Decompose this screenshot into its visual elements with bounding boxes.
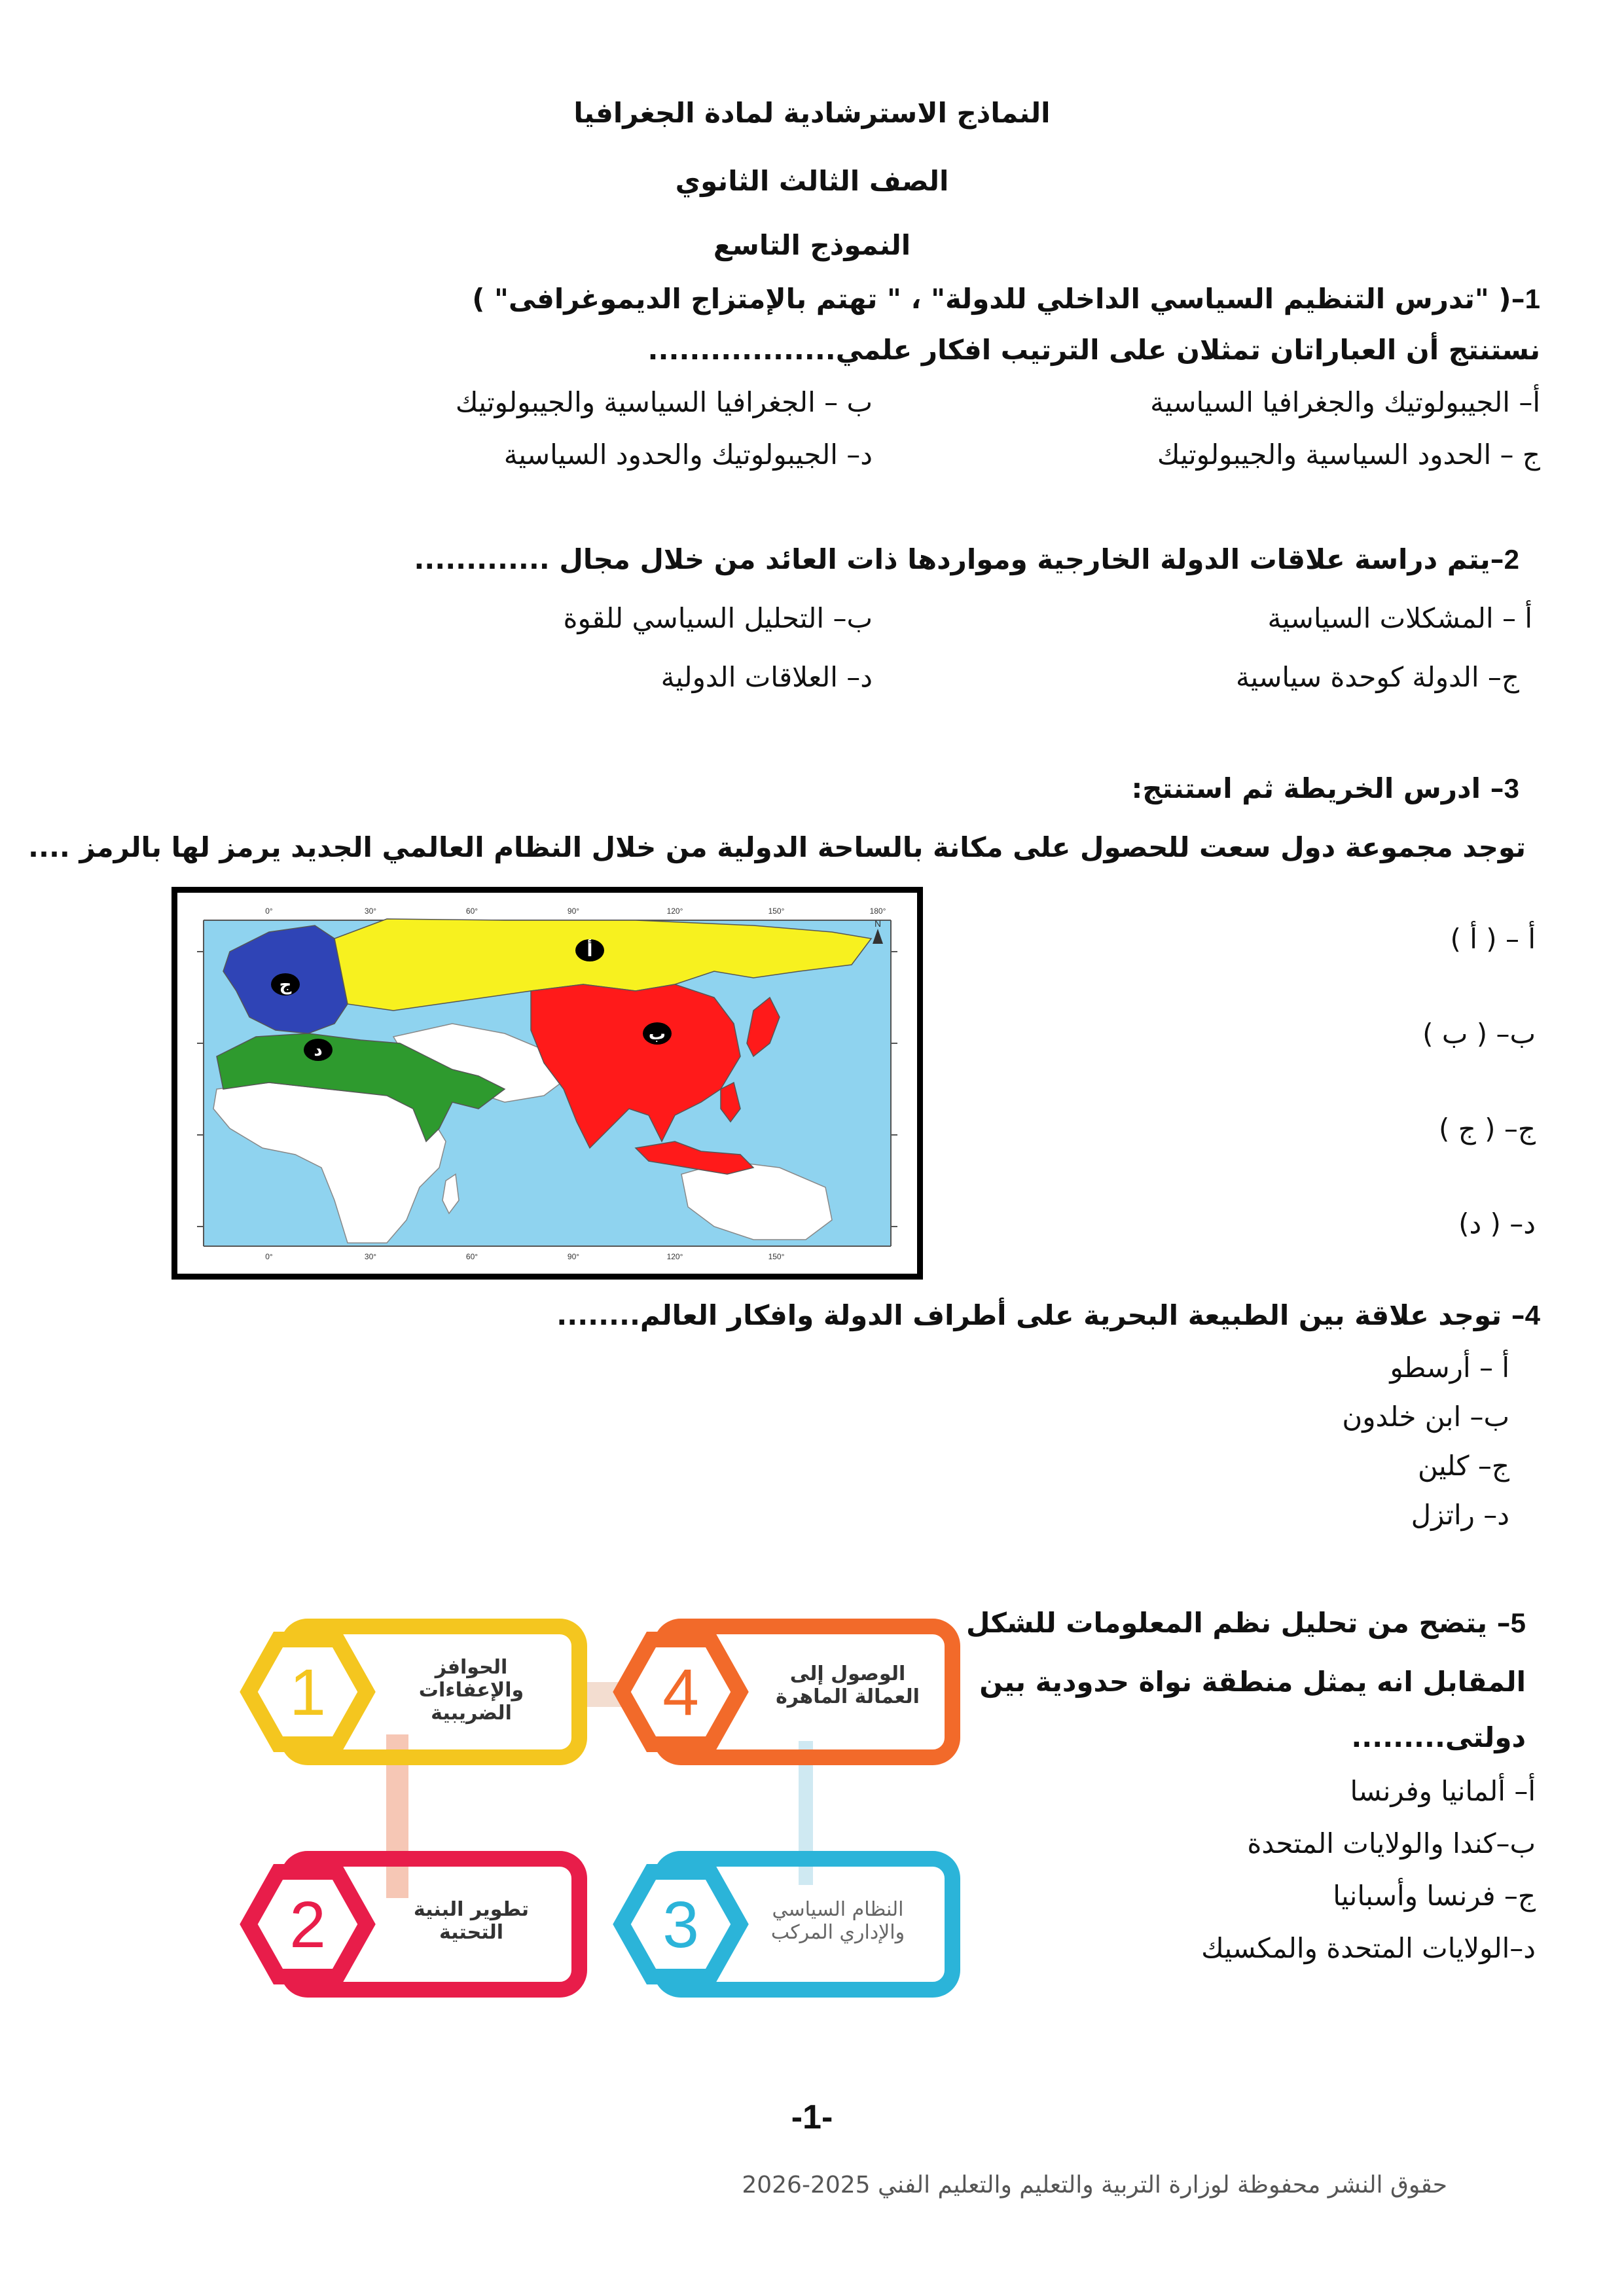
factor-number-2: 2 [289, 1888, 326, 1962]
map-tick-label: 0° [265, 906, 273, 916]
world-map [171, 887, 923, 1280]
q5-option-d[interactable]: د–الولايات المتحدة والمكسيك [1201, 1932, 1536, 1964]
q1-option-c[interactable]: ج – الحدود السياسية والجيبولوتيك [1157, 439, 1540, 471]
question-number: 1 [1525, 283, 1540, 314]
question-number: 3 [1504, 773, 1519, 804]
question-text: – توجد علاقة بين الطبيعة البحرية على أطراف الدولة وافكار العالم........ [556, 1299, 1525, 1331]
map-top-ticks [265, 906, 886, 916]
label-a: أ [586, 941, 593, 961]
q3-option-d[interactable]: د– ( د) [1458, 1208, 1536, 1240]
question-5-line3: دولتى......... [1351, 1721, 1526, 1753]
factor-label-2: تطوير البنية التحتية [413, 1898, 530, 1944]
question-text: –يتم دراسة علاقات الدولة الخارجية ومواردها ذات العائد من خلال مجال ............. [414, 543, 1504, 575]
label-b: ب [648, 1024, 666, 1044]
footer-copyright: حقوق النشر محفوظة لوزارة التربية والتعليم والتعليم الفني 2025-2026 [742, 2172, 1447, 2198]
q5-option-a[interactable]: أ– ألمانيا وفرنسا [1350, 1775, 1536, 1807]
question-3-line2: توجد مجموعة دول سعت للحصول على مكانة بالساحة الدولية من خلال النظام العالمي الجديد يرمز لها بالرمز .... [28, 831, 1526, 863]
grade-title: الصف الثالث الثانوي [675, 165, 949, 197]
q1-option-a[interactable]: أ– الجيبولوتيك والجغرافيا السياسية [1150, 386, 1540, 418]
factor-label-3: النظام السياسي والإداري المركب [770, 1898, 905, 1944]
q4-option-c[interactable]: ج– كلين [1417, 1450, 1509, 1482]
q1-option-d[interactable]: د– الجيبولوتيك والحدود السياسية [503, 439, 873, 471]
q5-option-c[interactable]: ج– فرنسا وأسبانيا [1333, 1880, 1536, 1912]
q1-option-b[interactable]: ب – الجغرافيا السياسية والجيبولوتيك [455, 386, 873, 418]
map-tick-label: 90° [567, 906, 580, 916]
page-title: النماذج الاسترشادية لمادة الجغرافيا [573, 97, 1051, 129]
map-tick-label: 150° [768, 906, 785, 916]
map-tick-label: 60° [465, 906, 478, 916]
question-number: 2 [1504, 544, 1519, 575]
question-number: 5 [1510, 1607, 1526, 1638]
question-4 [556, 1299, 1540, 1331]
q5-option-b[interactable]: ب–كندا والولايات المتحدة [1247, 1827, 1536, 1859]
label-c: ج [279, 975, 292, 995]
q2-option-a[interactable]: أ – المشكلات السياسية [1267, 602, 1532, 634]
question-text: –( "تدرس التنظيم السياسي الداخلي للدولة" ، " تهتم بالإمتزاج الديموغرافى" ) [472, 283, 1525, 315]
map-bottom-ticks [265, 1252, 784, 1261]
map-tick-label: 180° [869, 906, 886, 916]
north-label: N [874, 918, 882, 929]
q4-option-b[interactable]: ب– ابن خلدون [1342, 1401, 1509, 1433]
question-5 [966, 1607, 1526, 1639]
question-1 [472, 283, 1540, 315]
q2-option-d[interactable]: د– العلاقات الدولية [660, 661, 873, 693]
map-tick-label: 30° [364, 906, 377, 916]
q3-option-b[interactable]: ب– ( ب ) [1422, 1018, 1536, 1050]
factor-label-4: الوصول إلى العمالة الماهرة [776, 1662, 920, 1708]
map-tick-label: 150° [768, 1252, 785, 1261]
factor-number-3: 3 [662, 1888, 699, 1962]
question-text: – يتضح من تحليل نظم المعلومات للشكل [966, 1607, 1511, 1639]
map-tick-label: 120° [666, 906, 683, 916]
map-tick-label: 0° [265, 1252, 273, 1261]
map-tick-label: 60° [465, 1252, 478, 1261]
map-tick-label: 120° [666, 1252, 683, 1261]
q2-option-b[interactable]: ب– التحليل السياسي للقوة [563, 602, 873, 634]
question-3 [1131, 772, 1519, 804]
question-2 [414, 543, 1519, 575]
label-a-marker [575, 939, 604, 961]
map-tick-label: 90° [567, 1252, 580, 1261]
factor-number-4: 4 [662, 1656, 699, 1729]
q4-option-a[interactable]: أ – أرسطو [1390, 1352, 1509, 1384]
label-c-marker [271, 973, 300, 996]
page-number: -1- [791, 2098, 833, 2136]
factors-diagram [190, 1610, 962, 2003]
question-1-line2: نستنتج أن العباراتان تمثلان على الترتيب افكار علمي.................. [647, 334, 1540, 366]
label-d: د [314, 1041, 323, 1060]
question-5-line2: المقابل انه يمثل منطقة نواة حدودية بين [979, 1666, 1526, 1698]
label-d-marker [304, 1039, 333, 1061]
factor-number-1: 1 [289, 1656, 326, 1729]
map-tick-label: 30° [364, 1252, 377, 1261]
question-text: – ادرس الخريطة ثم استنتج: [1131, 772, 1504, 804]
q3-option-c[interactable]: ج– ( ج ) [1438, 1113, 1536, 1145]
factor-label-1: الحوافز والإعفاءات الضريبية [418, 1656, 524, 1725]
q2-option-c[interactable]: ج– الدولة كوحدة سياسية [1235, 661, 1519, 693]
label-b-marker [643, 1022, 672, 1045]
question-number: 4 [1525, 1300, 1540, 1331]
map-svg [177, 893, 917, 1274]
q3-option-a[interactable]: أ – ( أ ) [1450, 923, 1536, 955]
model-title: النموذج التاسع [713, 229, 911, 261]
q4-option-d[interactable]: د– راتزل [1411, 1499, 1509, 1531]
